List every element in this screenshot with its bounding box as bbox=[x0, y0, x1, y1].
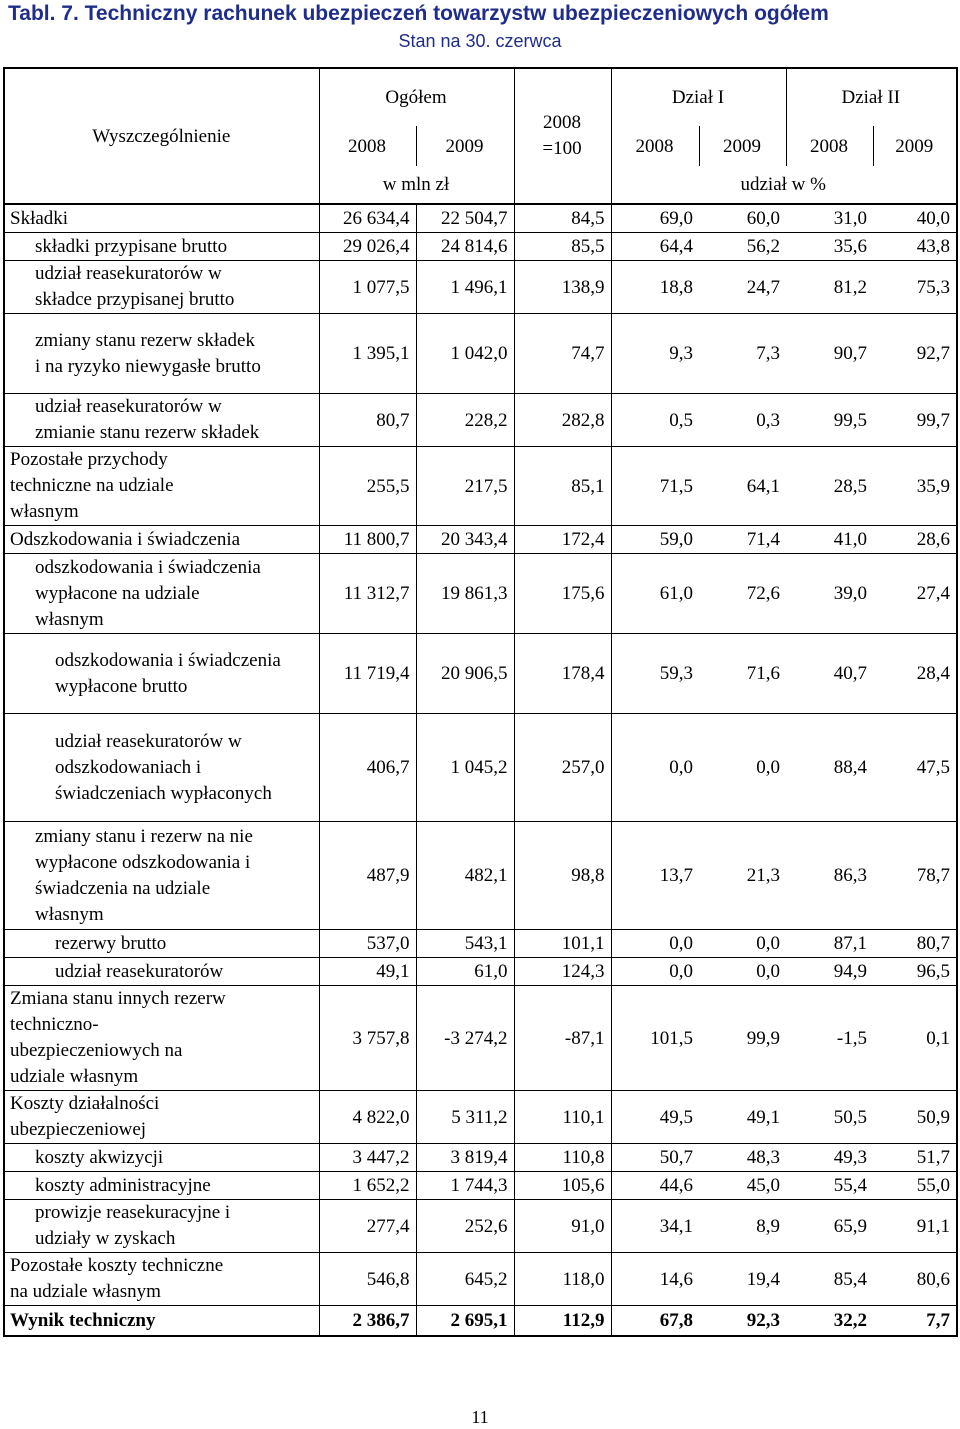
cell-value: 91,0 bbox=[514, 1200, 611, 1253]
cell-value: 1 496,1 bbox=[416, 261, 514, 314]
cell-value: 28,6 bbox=[873, 526, 957, 554]
cell-value: 50,9 bbox=[873, 1091, 957, 1144]
cell-value: 406,7 bbox=[319, 714, 416, 822]
cell-value: 39,0 bbox=[786, 554, 873, 634]
row-label: koszty administracyjne bbox=[4, 1172, 319, 1200]
cell-value: 92,7 bbox=[873, 314, 957, 394]
cell-value: 48,3 bbox=[699, 1144, 786, 1172]
cell-value: 40,7 bbox=[786, 634, 873, 714]
cell-value: 84,5 bbox=[514, 204, 611, 233]
table-row bbox=[4, 1200, 957, 1253]
row-label bbox=[4, 314, 319, 394]
cell-value: 41,0 bbox=[786, 526, 873, 554]
cell-value: 101,5 bbox=[611, 986, 699, 1091]
cell-value: 71,5 bbox=[611, 447, 699, 526]
row-label-text: Koszty działalności ubezpieczeniowej bbox=[10, 1093, 160, 1140]
row-label bbox=[4, 822, 319, 930]
cell-value: 9,3 bbox=[611, 314, 699, 394]
cell-value: 49,1 bbox=[699, 1091, 786, 1144]
cell-value: 92,3 bbox=[699, 1306, 786, 1336]
cell-value: 255,5 bbox=[319, 447, 416, 526]
cell-value: 0,0 bbox=[699, 714, 786, 822]
cell-value: 71,6 bbox=[699, 634, 786, 714]
cell-value: 4 822,0 bbox=[319, 1091, 416, 1144]
table-row bbox=[4, 526, 957, 554]
cell-value: 74,7 bbox=[514, 314, 611, 394]
row-label bbox=[4, 1200, 319, 1253]
table-row bbox=[4, 1144, 957, 1172]
header-dzial-2: Dział II bbox=[786, 68, 957, 126]
table-row bbox=[4, 1091, 957, 1144]
row-label-text: udział reasekuratorów w składce przypisanej brutto bbox=[35, 263, 235, 310]
cell-value: 217,5 bbox=[416, 447, 514, 526]
cell-value: 78,7 bbox=[873, 822, 957, 930]
cell-value: 31,0 bbox=[786, 204, 873, 233]
cell-value: 35,6 bbox=[786, 233, 873, 261]
cell-value: 172,4 bbox=[514, 526, 611, 554]
cell-value: 61,0 bbox=[416, 958, 514, 986]
table-row bbox=[4, 447, 957, 526]
cell-value: 1 077,5 bbox=[319, 261, 416, 314]
cell-value: 20 906,5 bbox=[416, 634, 514, 714]
cell-value: 65,9 bbox=[786, 1200, 873, 1253]
header-ogolem: Ogółem bbox=[319, 68, 514, 126]
cell-value: 252,6 bbox=[416, 1200, 514, 1253]
cell-value: 29 026,4 bbox=[319, 233, 416, 261]
cell-value: 98,8 bbox=[514, 822, 611, 930]
cell-value: 28,4 bbox=[873, 634, 957, 714]
table-row bbox=[4, 554, 957, 634]
cell-value: 257,0 bbox=[514, 714, 611, 822]
header-dzial2-2008: 2008 bbox=[786, 126, 873, 166]
row-label: koszty akwizycji bbox=[4, 1144, 319, 1172]
table-row bbox=[4, 314, 957, 394]
table-row bbox=[4, 634, 957, 714]
cell-value: 45,0 bbox=[699, 1172, 786, 1200]
cell-value: 85,4 bbox=[786, 1253, 873, 1306]
header-dzial1-2009: 2009 bbox=[699, 126, 786, 166]
header-base-line1: 2008 bbox=[543, 112, 581, 133]
cell-value: 49,3 bbox=[786, 1144, 873, 1172]
row-label: rezerwy brutto bbox=[4, 930, 319, 958]
row-label bbox=[4, 986, 319, 1091]
cell-value: 22 504,7 bbox=[416, 204, 514, 233]
cell-value: 87,1 bbox=[786, 930, 873, 958]
cell-value: 32,2 bbox=[786, 1306, 873, 1336]
cell-value: 60,0 bbox=[699, 204, 786, 233]
cell-value: 110,1 bbox=[514, 1091, 611, 1144]
cell-value: 0,3 bbox=[699, 394, 786, 447]
table-row bbox=[4, 233, 957, 261]
table-row bbox=[4, 261, 957, 314]
cell-value: 19 861,3 bbox=[416, 554, 514, 634]
table-row bbox=[4, 958, 957, 986]
cell-value: 1 744,3 bbox=[416, 1172, 514, 1200]
cell-value: 118,0 bbox=[514, 1253, 611, 1306]
cell-value: 47,5 bbox=[873, 714, 957, 822]
table-subtitle: Stan na 30. czerwca bbox=[398, 31, 562, 51]
cell-value: 27,4 bbox=[873, 554, 957, 634]
cell-value: 11 800,7 bbox=[319, 526, 416, 554]
cell-value: 51,7 bbox=[873, 1144, 957, 1172]
header-wyszczegolnienie: Wyszczególnienie bbox=[4, 68, 319, 204]
row-label bbox=[4, 714, 319, 822]
cell-value: 85,5 bbox=[514, 233, 611, 261]
row-label bbox=[4, 261, 319, 314]
cell-value: 20 343,4 bbox=[416, 526, 514, 554]
table-row bbox=[4, 930, 957, 958]
table-body bbox=[4, 204, 957, 1336]
cell-value: 0,0 bbox=[611, 930, 699, 958]
cell-value: 482,1 bbox=[416, 822, 514, 930]
header-ogolem-2009: 2009 bbox=[416, 126, 514, 166]
cell-value: 56,2 bbox=[699, 233, 786, 261]
cell-value: 55,4 bbox=[786, 1172, 873, 1200]
table-row bbox=[4, 822, 957, 930]
cell-value: 138,9 bbox=[514, 261, 611, 314]
cell-value: 7,7 bbox=[873, 1306, 957, 1336]
cell-value: 543,1 bbox=[416, 930, 514, 958]
cell-value: 5 311,2 bbox=[416, 1091, 514, 1144]
cell-value: 43,8 bbox=[873, 233, 957, 261]
table-title: Tabl. 7. Techniczny rachunek ubezpieczeń towarzystw ubezpieczeniowych ogółem bbox=[8, 2, 829, 25]
cell-value: 55,0 bbox=[873, 1172, 957, 1200]
table-row bbox=[4, 986, 957, 1091]
cell-value: 71,4 bbox=[699, 526, 786, 554]
cell-value: 90,7 bbox=[786, 314, 873, 394]
cell-value: 64,4 bbox=[611, 233, 699, 261]
cell-value: 28,5 bbox=[786, 447, 873, 526]
cell-value: 11 719,4 bbox=[319, 634, 416, 714]
cell-value: 80,6 bbox=[873, 1253, 957, 1306]
header-base-line2: =100 bbox=[542, 138, 582, 159]
cell-value: 24 814,6 bbox=[416, 233, 514, 261]
row-label-text: zmiany stanu i rezerw na nie wypłacone odszkodowania i świadczenia na udziale własnym bbox=[35, 825, 253, 925]
cell-value: 2 695,1 bbox=[416, 1306, 514, 1336]
table-row bbox=[4, 1172, 957, 1200]
cell-value: 67,8 bbox=[611, 1306, 699, 1336]
cell-value: 0,1 bbox=[873, 986, 957, 1091]
cell-value: 75,3 bbox=[873, 261, 957, 314]
cell-value: 487,9 bbox=[319, 822, 416, 930]
cell-value: 21,3 bbox=[699, 822, 786, 930]
cell-value: 178,4 bbox=[514, 634, 611, 714]
row-label bbox=[4, 394, 319, 447]
cell-value: 99,7 bbox=[873, 394, 957, 447]
cell-value: 50,5 bbox=[786, 1091, 873, 1144]
cell-value: 59,3 bbox=[611, 634, 699, 714]
table-row bbox=[4, 1253, 957, 1306]
cell-value: 96,5 bbox=[873, 958, 957, 986]
row-label: Wynik techniczny bbox=[4, 1306, 319, 1336]
cell-value: 59,0 bbox=[611, 526, 699, 554]
row-label-text: Pozostałe przychody techniczne na udziale własnym bbox=[10, 449, 174, 522]
cell-value: 13,7 bbox=[611, 822, 699, 930]
cell-value: 99,5 bbox=[786, 394, 873, 447]
cell-value: 80,7 bbox=[873, 930, 957, 958]
cell-value: 1 045,2 bbox=[416, 714, 514, 822]
cell-value: 49,5 bbox=[611, 1091, 699, 1144]
cell-value: 228,2 bbox=[416, 394, 514, 447]
cell-value: -1,5 bbox=[786, 986, 873, 1091]
header-ogolem-2008: 2008 bbox=[319, 126, 416, 166]
cell-value: 35,9 bbox=[873, 447, 957, 526]
header-unit-pct: udział w % bbox=[611, 166, 957, 204]
cell-value: 537,0 bbox=[319, 930, 416, 958]
cell-value: 81,2 bbox=[786, 261, 873, 314]
row-label bbox=[4, 447, 319, 526]
table-row bbox=[4, 1306, 957, 1336]
cell-value: 19,4 bbox=[699, 1253, 786, 1306]
cell-value: 1 652,2 bbox=[319, 1172, 416, 1200]
row-label-text: udział reasekuratorów w zmianie stanu rezerw składek bbox=[35, 396, 260, 443]
cell-value: 645,2 bbox=[416, 1253, 514, 1306]
cell-value: 69,0 bbox=[611, 204, 699, 233]
cell-value: 99,9 bbox=[699, 986, 786, 1091]
header-dzial1-2008: 2008 bbox=[611, 126, 699, 166]
cell-value: 72,6 bbox=[699, 554, 786, 634]
row-label-text: prowizje reasekuracyjne i udziały w zyskach bbox=[35, 1202, 231, 1249]
row-label bbox=[4, 1253, 319, 1306]
cell-value: 175,6 bbox=[514, 554, 611, 634]
row-label: udział reasekuratorów bbox=[4, 958, 319, 986]
cell-value: 11 312,7 bbox=[319, 554, 416, 634]
cell-value: 124,3 bbox=[514, 958, 611, 986]
row-label: Odszkodowania i świadczenia bbox=[4, 526, 319, 554]
cell-value: 85,1 bbox=[514, 447, 611, 526]
cell-value: 24,7 bbox=[699, 261, 786, 314]
cell-value: 101,1 bbox=[514, 930, 611, 958]
cell-value: 3 447,2 bbox=[319, 1144, 416, 1172]
cell-value: 105,6 bbox=[514, 1172, 611, 1200]
cell-value: 7,3 bbox=[699, 314, 786, 394]
cell-value: 1 395,1 bbox=[319, 314, 416, 394]
cell-value: -87,1 bbox=[514, 986, 611, 1091]
row-label bbox=[4, 634, 319, 714]
cell-value: 282,8 bbox=[514, 394, 611, 447]
cell-value: 0,0 bbox=[699, 930, 786, 958]
page-number: 11 bbox=[471, 1407, 489, 1427]
cell-value: 44,6 bbox=[611, 1172, 699, 1200]
header-dzial2-2009: 2009 bbox=[873, 126, 957, 166]
cell-value: 3 757,8 bbox=[319, 986, 416, 1091]
cell-value: 3 819,4 bbox=[416, 1144, 514, 1172]
cell-value: 546,8 bbox=[319, 1253, 416, 1306]
row-label: składki przypisane brutto bbox=[4, 233, 319, 261]
cell-value: 277,4 bbox=[319, 1200, 416, 1253]
cell-value: 80,7 bbox=[319, 394, 416, 447]
cell-value: 40,0 bbox=[873, 204, 957, 233]
cell-value: 18,8 bbox=[611, 261, 699, 314]
row-label-text: Zmiana stanu innych rezerw techniczno-ubezpieczeniowych na udziale własnym bbox=[10, 988, 226, 1087]
technical-account-table bbox=[3, 67, 958, 1337]
row-label-text: odszkodowania i świadczenia wypłacone na udziale własnym bbox=[35, 556, 261, 630]
cell-value: 8,9 bbox=[699, 1200, 786, 1253]
header-unit-mln: w mln zł bbox=[319, 166, 514, 204]
cell-value: 26 634,4 bbox=[319, 204, 416, 233]
cell-value: 0,5 bbox=[611, 394, 699, 447]
row-label-text: Pozostałe koszty techniczne na udziale własnym bbox=[10, 1255, 224, 1302]
header-base bbox=[514, 68, 611, 204]
row-label bbox=[4, 1091, 319, 1144]
table-row bbox=[4, 714, 957, 822]
cell-value: 1 042,0 bbox=[416, 314, 514, 394]
row-label: Składki bbox=[4, 204, 319, 233]
cell-value: -3 274,2 bbox=[416, 986, 514, 1091]
cell-value: 86,3 bbox=[786, 822, 873, 930]
row-label-text: zmiany stanu rezerw składek i na ryzyko niewygasłe brutto bbox=[35, 329, 261, 377]
cell-value: 64,1 bbox=[699, 447, 786, 526]
row-label-text: udział reasekuratorów w odszkodowaniach i świadczeniach wypłaconych bbox=[55, 730, 272, 804]
cell-value: 61,0 bbox=[611, 554, 699, 634]
table-row bbox=[4, 204, 957, 233]
cell-value: 0,0 bbox=[699, 958, 786, 986]
cell-value: 94,9 bbox=[786, 958, 873, 986]
cell-value: 110,8 bbox=[514, 1144, 611, 1172]
cell-value: 88,4 bbox=[786, 714, 873, 822]
cell-value: 49,1 bbox=[319, 958, 416, 986]
header-dzial-1: Dział I bbox=[611, 68, 786, 126]
row-label bbox=[4, 554, 319, 634]
cell-value: 91,1 bbox=[873, 1200, 957, 1253]
cell-value: 2 386,7 bbox=[319, 1306, 416, 1336]
cell-value: 112,9 bbox=[514, 1306, 611, 1336]
cell-value: 34,1 bbox=[611, 1200, 699, 1253]
row-label-text: odszkodowania i świadczenia wypłacone brutto bbox=[55, 649, 281, 697]
cell-value: 0,0 bbox=[611, 714, 699, 822]
cell-value: 14,6 bbox=[611, 1253, 699, 1306]
cell-value: 50,7 bbox=[611, 1144, 699, 1172]
cell-value: 0,0 bbox=[611, 958, 699, 986]
table-row bbox=[4, 394, 957, 447]
